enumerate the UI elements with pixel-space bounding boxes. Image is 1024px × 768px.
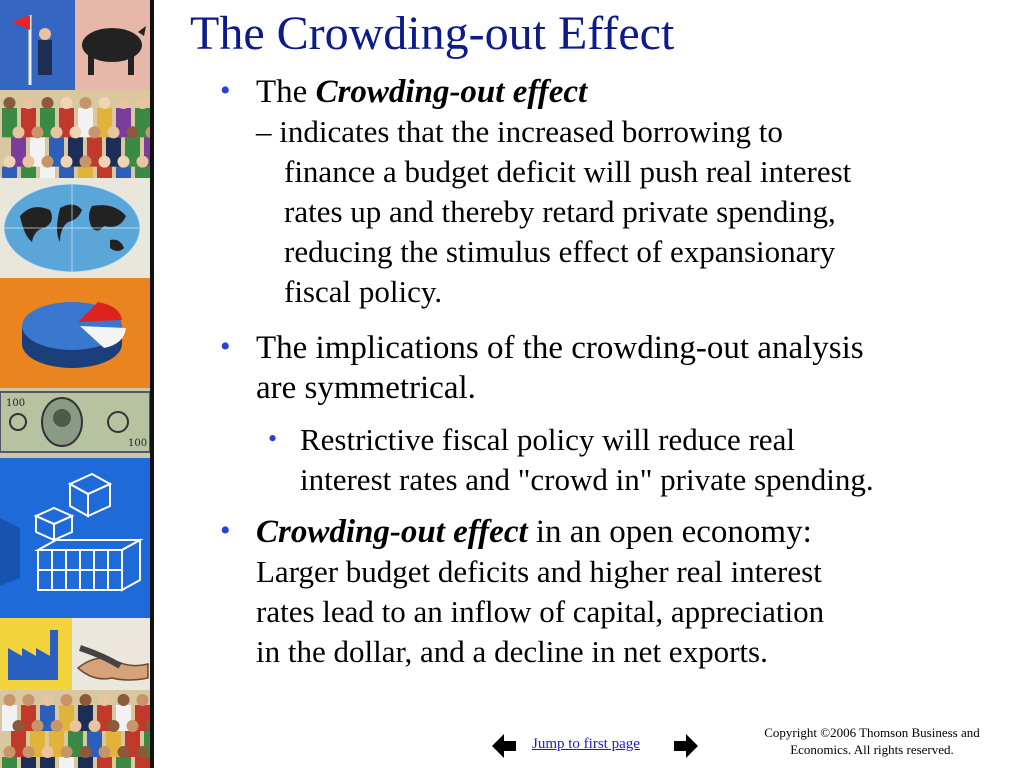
- svg-text:100: 100: [128, 438, 148, 449]
- bullet-symmetry: [256, 328, 1016, 408]
- sub-line: fiscal policy.: [284, 274, 443, 309]
- pie-chart-illustration: [0, 278, 150, 388]
- sub-line: finance a budget deficit will push real interest: [284, 154, 852, 189]
- arrow-left-icon[interactable]: [490, 732, 518, 760]
- bullet-line: Larger budget deficits and higher real interest: [256, 554, 822, 589]
- copyright-line: Copyright ©2006 Thomson Business and: [764, 725, 980, 740]
- crowd-illustration: [0, 90, 150, 178]
- slide-title: The Crowding-out Effect: [190, 7, 675, 60]
- world-map-illustration: [0, 178, 150, 278]
- dollar-bill-illustration: [0, 388, 150, 458]
- slide-navigation: [490, 730, 700, 764]
- flag-bull-illustration: [0, 0, 150, 90]
- emphasis-term: Crowding-out effect: [315, 74, 588, 110]
- sub-bullet-restrictive-policy: [300, 420, 1010, 500]
- building-blocks-illustration: [0, 458, 150, 618]
- sub-bullet-dot: •: [268, 424, 278, 453]
- sub-line: – indicates that the increased borrowing to: [256, 114, 783, 149]
- svg-text:100: 100: [6, 398, 26, 409]
- copyright-notice: [742, 724, 1002, 758]
- bullet-crowding-out-definition: [256, 72, 996, 312]
- bullet-line: The implications of the crowding-out analysis: [256, 330, 864, 366]
- strip-divider: [150, 0, 154, 768]
- jump-to-first-page-link[interactable]: Jump to first page: [532, 736, 640, 752]
- decorative-image-strip: [0, 0, 150, 768]
- copyright-line: Economics. All rights reserved.: [790, 742, 954, 757]
- bullet-dot: •: [220, 330, 231, 363]
- bullet-dot: •: [220, 514, 231, 547]
- bullet-line: are symmetrical.: [256, 370, 476, 406]
- bullet-line: interest rates and "crowd in" private spending.: [300, 462, 874, 497]
- bullet-text: The: [256, 74, 316, 110]
- sub-line: reducing the stimulus effect of expansionary: [284, 234, 836, 269]
- sub-line: rates up and thereby retard private spending,: [284, 194, 836, 229]
- emphasis-term: Crowding-out effect: [256, 514, 528, 550]
- bullet-line: Restrictive fiscal policy will reduce real: [300, 422, 795, 457]
- bullet-dot: •: [220, 74, 231, 107]
- arrow-right-icon[interactable]: [672, 732, 700, 760]
- crowd-illustration-bottom: [0, 690, 150, 768]
- bullet-line: in the dollar, and a decline in net exports.: [256, 634, 768, 669]
- factory-handshake-illustration: [0, 618, 150, 690]
- bullet-open-economy: [256, 512, 996, 672]
- bullet-text: in an open economy:: [527, 514, 812, 550]
- bullet-line: rates lead to an inflow of capital, appreciation: [256, 594, 825, 629]
